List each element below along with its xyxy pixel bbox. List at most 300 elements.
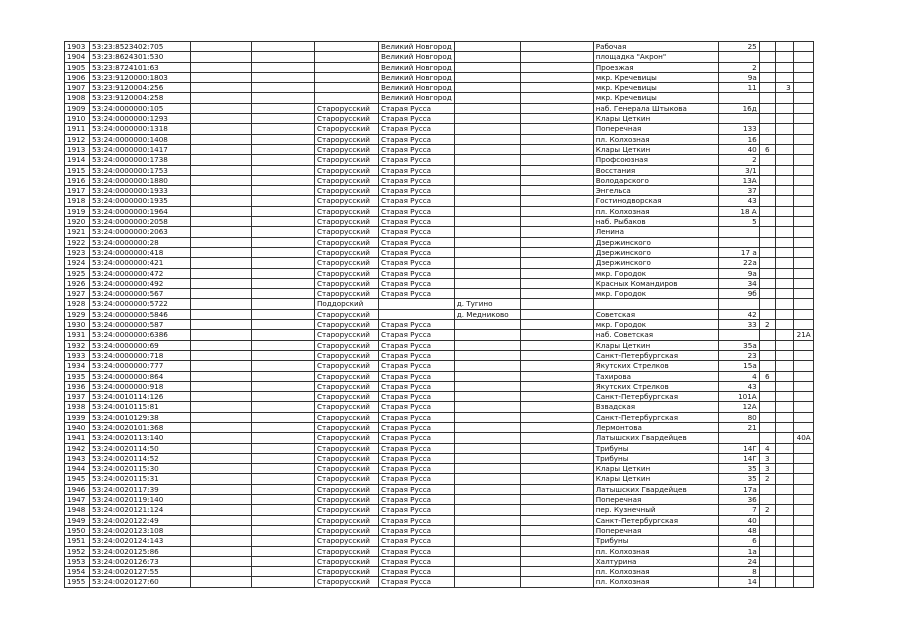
city-cell: Старая Русса [379, 371, 455, 381]
district-cell: Старорусский [315, 412, 379, 422]
col-12-cell [775, 505, 793, 515]
col-3-cell [191, 289, 252, 299]
table-row [65, 422, 814, 432]
settlement-cell [454, 371, 520, 381]
col-8-cell [520, 144, 593, 154]
city-cell: Старая Русса [379, 237, 455, 247]
col-8-cell [520, 361, 593, 371]
house-number-cell: 4 [718, 371, 759, 381]
table-row [65, 237, 814, 247]
street-cell: площадка "Акрон" [593, 52, 718, 62]
cadastral-number-cell: 53:24:0000000:6386 [90, 330, 191, 340]
street-cell: Гостинодворская [593, 196, 718, 206]
settlement-cell [454, 155, 520, 165]
row-number-cell: 1932 [65, 340, 90, 350]
city-cell: Старая Русса [379, 484, 455, 494]
row-number-cell: 1939 [65, 412, 90, 422]
col-8-cell [520, 155, 593, 165]
building-cell [759, 309, 775, 319]
house-number-cell [718, 52, 759, 62]
table-row [65, 134, 814, 144]
settlement-cell [454, 237, 520, 247]
house-number-cell: 15а [718, 361, 759, 371]
house-number-cell: 24 [718, 556, 759, 566]
col-13-cell [793, 42, 813, 52]
district-cell: Старорусский [315, 453, 379, 463]
table-row [65, 412, 814, 422]
district-cell: Старорусский [315, 443, 379, 453]
row-number-cell: 1921 [65, 227, 90, 237]
house-number-cell [718, 227, 759, 237]
col-12-cell [775, 309, 793, 319]
row-number-cell: 1917 [65, 186, 90, 196]
street-cell: Трибуны [593, 443, 718, 453]
col-4-cell [252, 268, 315, 278]
col-8-cell [520, 196, 593, 206]
cadastral-number-cell: 53:24:0020124:143 [90, 536, 191, 546]
col-13-cell [793, 186, 813, 196]
table-row [65, 464, 814, 474]
settlement-cell [454, 52, 520, 62]
row-number-cell: 1931 [65, 330, 90, 340]
building-cell [759, 42, 775, 52]
cadastral-number-cell: 53:24:0000000:1293 [90, 114, 191, 124]
row-number-cell: 1953 [65, 556, 90, 566]
table-row [65, 165, 814, 175]
house-number-cell: 21 [718, 422, 759, 432]
district-cell: Старорусский [315, 186, 379, 196]
col-12-cell [775, 196, 793, 206]
street-cell: пл. Колхозная [593, 134, 718, 144]
settlement-cell [454, 546, 520, 556]
col-13-cell [793, 474, 813, 484]
col-13-cell [793, 402, 813, 412]
building-cell [759, 155, 775, 165]
col-12-cell [775, 217, 793, 227]
col-3-cell [191, 268, 252, 278]
col-3-cell [191, 392, 252, 402]
col-4-cell [252, 62, 315, 72]
col-13-cell [793, 206, 813, 216]
col-13-cell [793, 247, 813, 257]
col-13-cell [793, 175, 813, 185]
col-4-cell [252, 525, 315, 535]
street-cell: мкр. Городок [593, 268, 718, 278]
street-cell: Дзержинского [593, 258, 718, 268]
settlement-cell [454, 278, 520, 288]
district-cell: Старорусский [315, 258, 379, 268]
col-12-cell [775, 42, 793, 52]
row-number-cell: 1906 [65, 72, 90, 82]
col-13-cell [793, 464, 813, 474]
city-cell: Старая Русса [379, 495, 455, 505]
settlement-cell [454, 227, 520, 237]
table-row [65, 350, 814, 360]
district-cell: Старорусский [315, 361, 379, 371]
row-number-cell: 1955 [65, 577, 90, 587]
col-12-cell [775, 124, 793, 134]
row-number-cell: 1918 [65, 196, 90, 206]
col-3-cell [191, 278, 252, 288]
district-cell [315, 72, 379, 82]
house-number-cell: 33 [718, 320, 759, 330]
col-4-cell [252, 114, 315, 124]
col-12-cell [775, 536, 793, 546]
col-3-cell [191, 103, 252, 113]
settlement-cell [454, 144, 520, 154]
cadastral-number-cell: 53:24:0000000:1933 [90, 186, 191, 196]
city-cell: Старая Русса [379, 258, 455, 268]
building-cell [759, 186, 775, 196]
col-8-cell [520, 289, 593, 299]
table-row [65, 175, 814, 185]
building-cell [759, 289, 775, 299]
city-cell [379, 309, 455, 319]
col-12-cell [775, 567, 793, 577]
col-3-cell [191, 114, 252, 124]
col-12-cell [775, 103, 793, 113]
col-3-cell [191, 453, 252, 463]
settlement-cell [454, 422, 520, 432]
col-3-cell [191, 52, 252, 62]
col-4-cell [252, 340, 315, 350]
building-cell: 6 [759, 371, 775, 381]
col-12-cell [775, 453, 793, 463]
col-12-cell [775, 227, 793, 237]
cadastral-number-cell: 53:24:0000000:1964 [90, 206, 191, 216]
col-4-cell [252, 422, 315, 432]
col-12-cell [775, 474, 793, 484]
col-12-cell [775, 556, 793, 566]
col-3-cell [191, 361, 252, 371]
cadastral-number-cell: 53:24:0000000:1880 [90, 175, 191, 185]
col-8-cell [520, 422, 593, 432]
col-3-cell [191, 196, 252, 206]
street-cell: Трибуны [593, 536, 718, 546]
house-number-cell: 18 А [718, 206, 759, 216]
col-13-cell [793, 196, 813, 206]
col-4-cell [252, 556, 315, 566]
col-12-cell [775, 464, 793, 474]
table-body [65, 42, 814, 588]
house-number-cell [718, 433, 759, 443]
table-row [65, 371, 814, 381]
house-number-cell: 25 [718, 42, 759, 52]
building-cell [759, 556, 775, 566]
col-8-cell [520, 443, 593, 453]
street-cell: мкр. Кречевицы [593, 72, 718, 82]
district-cell: Старорусский [315, 227, 379, 237]
settlement-cell [454, 525, 520, 535]
house-number-cell: 16д [718, 103, 759, 113]
house-number-cell: 40 [718, 515, 759, 525]
cadastral-number-cell: 53:24:0000000:492 [90, 278, 191, 288]
district-cell: Старорусский [315, 217, 379, 227]
house-number-cell: 34 [718, 278, 759, 288]
city-cell: Старая Русса [379, 577, 455, 587]
city-cell: Старая Русса [379, 361, 455, 371]
street-cell: Поперечная [593, 525, 718, 535]
row-number-cell: 1925 [65, 268, 90, 278]
col-13-cell [793, 93, 813, 103]
col-3-cell [191, 309, 252, 319]
building-cell [759, 567, 775, 577]
building-cell [759, 392, 775, 402]
street-cell: Дзержинского [593, 237, 718, 247]
row-number-cell: 1919 [65, 206, 90, 216]
col-4-cell [252, 536, 315, 546]
col-12-cell [775, 278, 793, 288]
col-12-cell [775, 186, 793, 196]
building-cell [759, 536, 775, 546]
building-cell [759, 422, 775, 432]
building-cell [759, 350, 775, 360]
row-number-cell: 1913 [65, 144, 90, 154]
city-cell: Великий Новгород [379, 52, 455, 62]
district-cell: Старорусский [315, 114, 379, 124]
district-cell: Старорусский [315, 381, 379, 391]
col-13-cell [793, 155, 813, 165]
col-3-cell [191, 577, 252, 587]
cadastral-number-cell: 53:24:0000000:1408 [90, 134, 191, 144]
city-cell: Старая Русса [379, 412, 455, 422]
cadastral-number-cell: 53:24:0020121:124 [90, 505, 191, 515]
col-8-cell [520, 134, 593, 144]
row-number-cell: 1915 [65, 165, 90, 175]
col-3-cell [191, 217, 252, 227]
settlement-cell: д. Тугино [454, 299, 520, 309]
city-cell: Старая Русса [379, 453, 455, 463]
house-number-cell: 37 [718, 186, 759, 196]
col-4-cell [252, 247, 315, 257]
city-cell: Старая Русса [379, 505, 455, 515]
city-cell: Старая Русса [379, 556, 455, 566]
district-cell: Старорусский [315, 474, 379, 484]
col-12-cell [775, 299, 793, 309]
col-3-cell [191, 433, 252, 443]
col-8-cell [520, 371, 593, 381]
house-number-cell: 40 [718, 144, 759, 154]
settlement-cell [454, 474, 520, 484]
row-number-cell: 1929 [65, 309, 90, 319]
col-3-cell [191, 62, 252, 72]
district-cell: Старорусский [315, 371, 379, 381]
table-row [65, 186, 814, 196]
house-number-cell [718, 237, 759, 247]
house-number-cell: 12А [718, 402, 759, 412]
col-12-cell [775, 577, 793, 587]
cadastral-number-cell: 53:24:0020114:50 [90, 443, 191, 453]
col-13-cell [793, 371, 813, 381]
col-8-cell [520, 42, 593, 52]
settlement-cell [454, 340, 520, 350]
building-cell [759, 124, 775, 134]
house-number-cell: 8 [718, 567, 759, 577]
col-8-cell [520, 464, 593, 474]
building-cell [759, 237, 775, 247]
table-row [65, 93, 814, 103]
house-number-cell: 9б [718, 289, 759, 299]
cadastral-number-cell: 53:24:0020115:31 [90, 474, 191, 484]
house-number-cell: 9а [718, 268, 759, 278]
col-12-cell [775, 93, 793, 103]
col-8-cell [520, 567, 593, 577]
settlement-cell [454, 505, 520, 515]
city-cell: Старая Русса [379, 247, 455, 257]
city-cell: Старая Русса [379, 443, 455, 453]
col-4-cell [252, 175, 315, 185]
col-13-cell [793, 258, 813, 268]
col-4-cell [252, 361, 315, 371]
building-cell [759, 196, 775, 206]
row-number-cell: 1927 [65, 289, 90, 299]
col-3-cell [191, 320, 252, 330]
col-8-cell [520, 525, 593, 535]
col-13-cell [793, 422, 813, 432]
street-cell: Клары Цеткин [593, 340, 718, 350]
building-cell [759, 402, 775, 412]
street-cell: мкр. Кречевицы [593, 93, 718, 103]
col-4-cell [252, 134, 315, 144]
col-13-cell [793, 443, 813, 453]
building-cell: 2 [759, 320, 775, 330]
cadastral-number-cell: 53:24:0020125:86 [90, 546, 191, 556]
col-8-cell [520, 175, 593, 185]
col-13-cell [793, 134, 813, 144]
cadastral-number-cell: 53:24:0000000:2058 [90, 217, 191, 227]
city-cell: Старая Русса [379, 320, 455, 330]
district-cell: Старорусский [315, 124, 379, 134]
row-number-cell: 1949 [65, 515, 90, 525]
settlement-cell [454, 412, 520, 422]
row-number-cell: 1903 [65, 42, 90, 52]
district-cell: Старорусский [315, 402, 379, 412]
cadastral-number-cell: 53:24:0000000:69 [90, 340, 191, 350]
district-cell: Старорусский [315, 196, 379, 206]
district-cell: Старорусский [315, 525, 379, 535]
district-cell: Старорусский [315, 433, 379, 443]
district-cell: Старорусский [315, 144, 379, 154]
building-cell [759, 340, 775, 350]
col-4-cell [252, 495, 315, 505]
settlement-cell [454, 83, 520, 93]
col-8-cell [520, 320, 593, 330]
cadastral-number-cell: 53:24:0020117:39 [90, 484, 191, 494]
table-row [65, 196, 814, 206]
settlement-cell [454, 361, 520, 371]
col-8-cell [520, 505, 593, 515]
building-cell [759, 577, 775, 587]
row-number-cell: 1916 [65, 175, 90, 185]
table-row [65, 330, 814, 340]
district-cell: Старорусский [315, 309, 379, 319]
district-cell: Старорусский [315, 289, 379, 299]
cadastral-number-cell: 53:24:0000000:28 [90, 237, 191, 247]
col-3-cell [191, 144, 252, 154]
col-12-cell [775, 175, 793, 185]
col-8-cell [520, 546, 593, 556]
col-13-cell [793, 525, 813, 535]
street-cell: Клары Цеткин [593, 114, 718, 124]
col-4-cell [252, 83, 315, 93]
col-4-cell [252, 299, 315, 309]
col-13-cell [793, 72, 813, 82]
district-cell: Старорусский [315, 350, 379, 360]
row-number-cell: 1934 [65, 361, 90, 371]
col-12-cell [775, 443, 793, 453]
settlement-cell [454, 289, 520, 299]
document-page [64, 41, 814, 588]
table-row [65, 443, 814, 453]
settlement-cell [454, 320, 520, 330]
table-row [65, 124, 814, 134]
district-cell: Старорусский [315, 103, 379, 113]
col-12-cell [775, 258, 793, 268]
district-cell: Поддорский [315, 299, 379, 309]
table-row [65, 536, 814, 546]
col-12-cell [775, 515, 793, 525]
settlement-cell [454, 124, 520, 134]
building-cell [759, 62, 775, 72]
house-number-cell: 35а [718, 340, 759, 350]
street-cell: Санкт-Петербургская [593, 515, 718, 525]
row-number-cell: 1907 [65, 83, 90, 93]
house-number-cell: 48 [718, 525, 759, 535]
col-8-cell [520, 114, 593, 124]
col-8-cell [520, 268, 593, 278]
col-13-cell [793, 484, 813, 494]
row-number-cell: 1954 [65, 567, 90, 577]
settlement-cell [454, 433, 520, 443]
col-12-cell [775, 144, 793, 154]
table-row [65, 155, 814, 165]
house-number-cell [718, 330, 759, 340]
col-8-cell [520, 217, 593, 227]
city-cell: Старая Русса [379, 567, 455, 577]
col-12-cell [775, 495, 793, 505]
col-3-cell [191, 134, 252, 144]
col-8-cell [520, 536, 593, 546]
row-number-cell: 1904 [65, 52, 90, 62]
row-number-cell: 1936 [65, 381, 90, 391]
city-cell: Старая Русса [379, 330, 455, 340]
col-3-cell [191, 175, 252, 185]
cadastral-number-cell: 53:24:0000000:1738 [90, 155, 191, 165]
house-number-cell: 36 [718, 495, 759, 505]
row-number-cell: 1924 [65, 258, 90, 268]
col-4-cell [252, 505, 315, 515]
cadastral-number-cell: 53:23:8724101:63 [90, 62, 191, 72]
table-row [65, 278, 814, 288]
building-cell [759, 330, 775, 340]
table-row [65, 144, 814, 154]
col-3-cell [191, 402, 252, 412]
col-4-cell [252, 464, 315, 474]
street-cell: Энгельса [593, 186, 718, 196]
col-8-cell [520, 83, 593, 93]
cadastral-number-cell: 53:24:0010114:126 [90, 392, 191, 402]
col-8-cell [520, 340, 593, 350]
col-12-cell [775, 268, 793, 278]
building-cell [759, 525, 775, 535]
district-cell [315, 52, 379, 62]
row-number-cell: 1905 [65, 62, 90, 72]
settlement-cell [454, 134, 520, 144]
row-number-cell: 1926 [65, 278, 90, 288]
col-4-cell [252, 237, 315, 247]
col-13-cell [793, 299, 813, 309]
col-12-cell [775, 165, 793, 175]
